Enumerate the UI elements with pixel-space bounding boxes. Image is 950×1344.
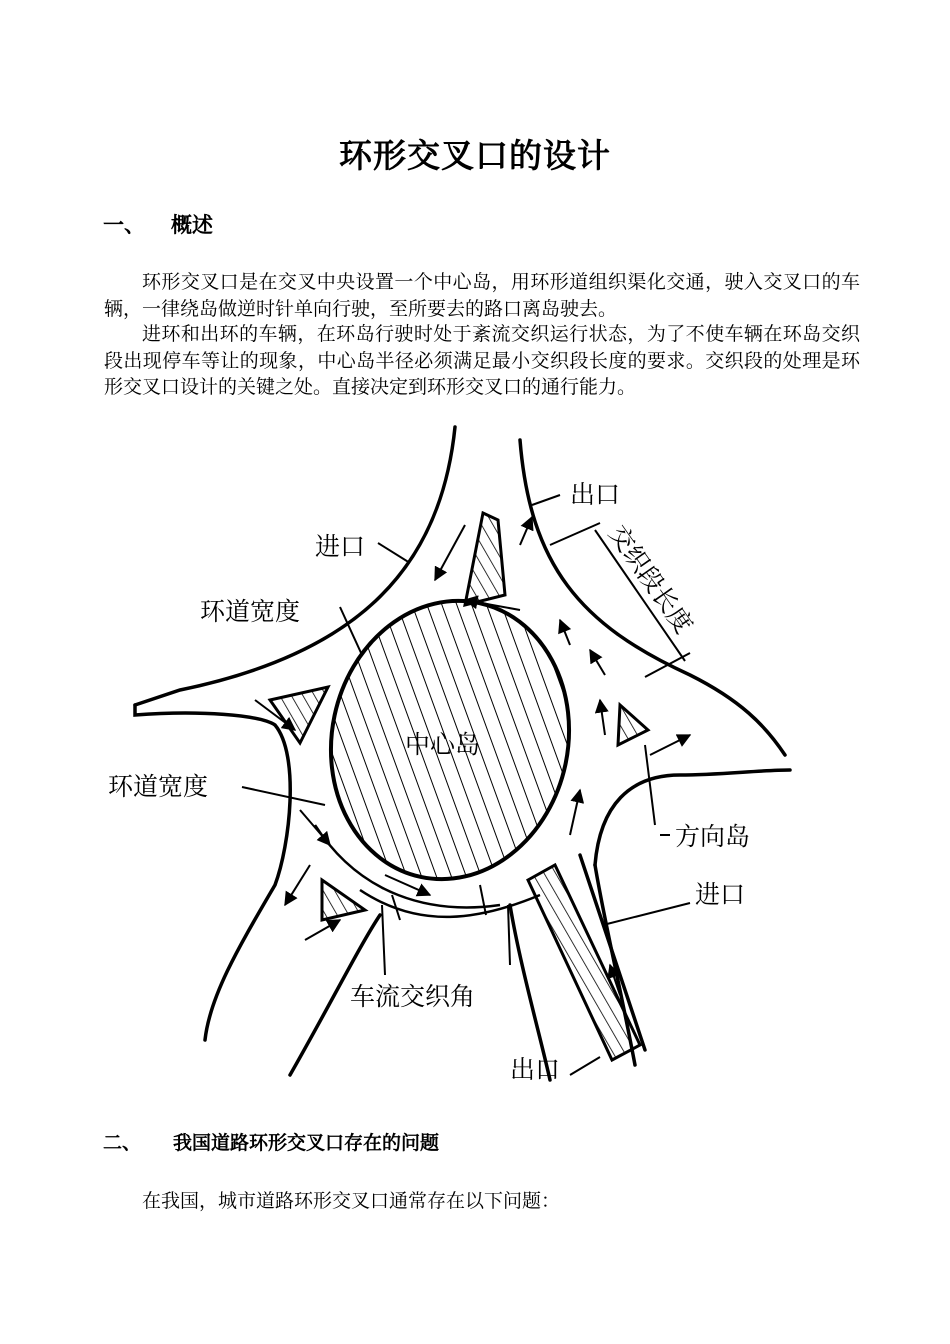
entry-label-right: 进口 (695, 880, 746, 909)
paragraph: 环形交叉口是在交叉中央设置一个中心岛，用环形道组织渠化交通，驶入交叉口的车辆，一律绕岛做逆时针单向行驶，至所要去的路口离岛驶去。 (104, 271, 860, 320)
exit-label-bottom: 出口 (510, 1055, 561, 1084)
paragraph: 在我国，城市道路环形交叉口通常存在以下问题： (142, 1190, 561, 1212)
road-edge (510, 905, 550, 1080)
direction-island (322, 880, 365, 920)
section-title: 概述 (171, 213, 213, 237)
direction-island-label: 方向岛 (675, 822, 751, 851)
section-number: 一、 (103, 213, 145, 237)
direction-island (618, 705, 648, 745)
roundabout-diagram (100, 425, 800, 1105)
splitter-island (528, 865, 640, 1060)
section-heading-overview (103, 209, 213, 239)
document-title: 环形交叉口的设计 (339, 136, 611, 175)
ring-width-label: 环道宽度 (108, 772, 209, 801)
direction-island (465, 513, 505, 605)
section-number: 二、 (103, 1132, 142, 1154)
entry-label-top: 进口 (315, 532, 366, 561)
weave-angle-label: 车流交织角 (350, 982, 476, 1011)
direction-island (270, 687, 328, 743)
exit-label-top: 出口 (570, 480, 621, 509)
ring-width-label: 环道宽度 (200, 597, 301, 626)
road-edge (135, 705, 290, 1040)
section-heading-problems (103, 1128, 439, 1155)
weave-length-label: 交织段长度 (603, 519, 699, 639)
paragraph: 进环和出环的车辆，在环岛行驶时处于紊流交织运行状态，为了不使车辆在环岛交织段出现停车等让的现象，中心岛半径必须满足最小交织段长度的要求。交织段的处理是环形交叉口设计的关键之处。直接决定到环形交叉口的通行能力。 (104, 323, 860, 398)
center-island-label: 中心岛 (405, 730, 481, 759)
section-title: 我国道路环形交叉口存在的问题 (173, 1132, 440, 1154)
